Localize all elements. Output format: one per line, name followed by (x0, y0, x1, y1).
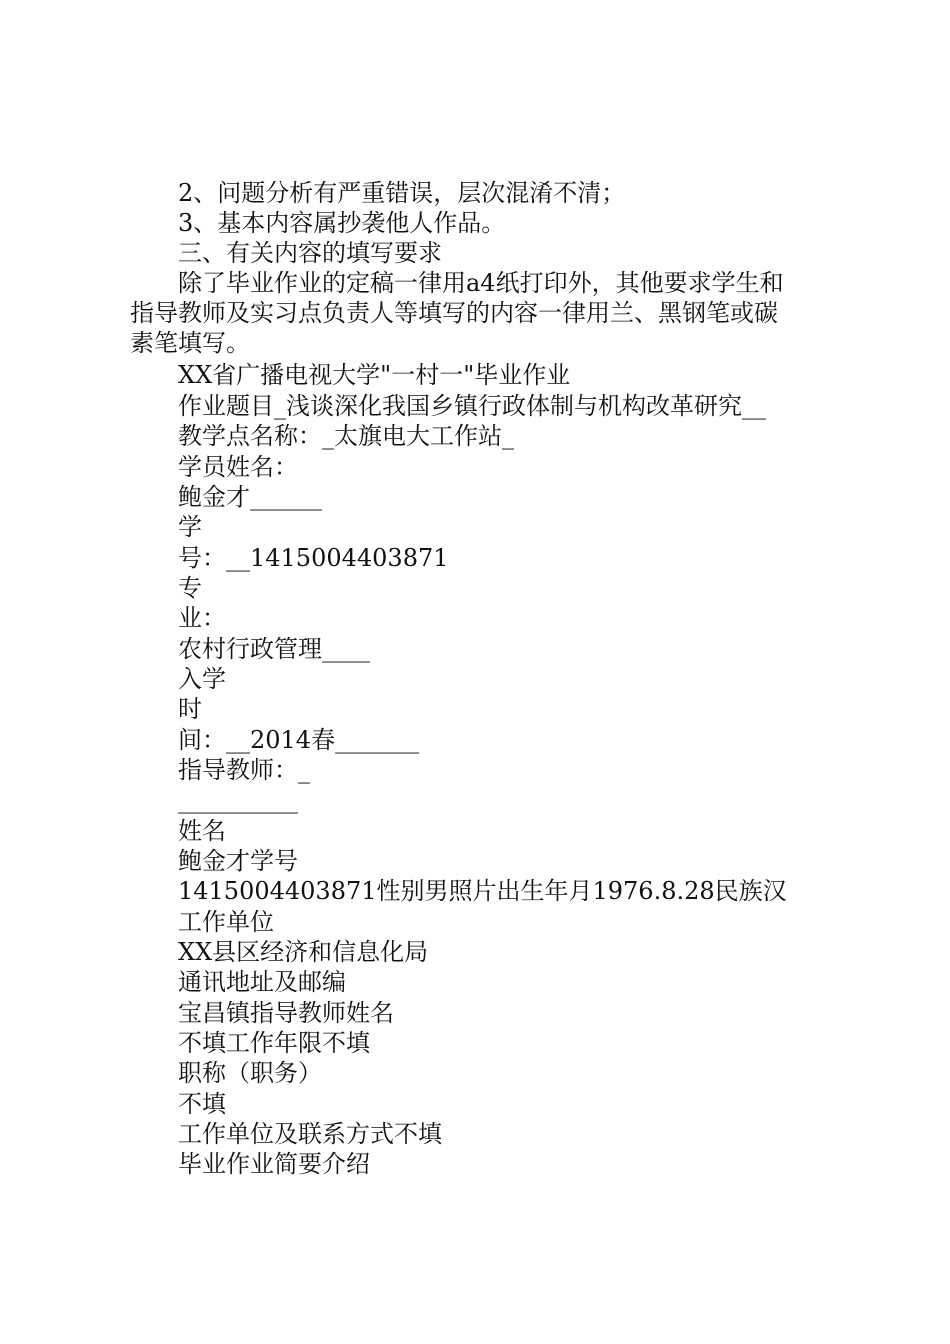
text-line: 毕业作业简要介绍 (178, 1150, 370, 1178)
section-heading: 三、有关内容的填写要求 (178, 239, 442, 267)
text-line: 工作单位及联系方式不填 (178, 1120, 442, 1148)
text-line: 不填 (178, 1090, 226, 1118)
text-line: 专 (178, 574, 202, 602)
text-line: 农村行政管理____ (178, 635, 370, 663)
text-line: 职称（职务） (178, 1059, 322, 1087)
text-line: 学员姓名： (178, 453, 298, 481)
text-line: XX县区经济和信息化局 (178, 938, 429, 966)
text-line: 入学 (178, 665, 226, 693)
text-line: 工作单位 (178, 908, 274, 936)
text-line: 素笔填写。 (130, 329, 250, 357)
text-line: 号：__1415004403871 (178, 544, 449, 572)
text-line: 姓名 (178, 817, 226, 845)
text-line: 作业题目_浅谈深化我国乡镇行政体制与机构改革研究__ (178, 392, 766, 420)
text-line: 1415004403871性别男照片出生年月1976.8.28民族汉 (178, 877, 787, 905)
text-line: 学 (178, 513, 202, 541)
text-line: 指导教师及实习点负责人等填写的内容一律用兰、黑钢笔或碳 (130, 299, 778, 327)
form-title: XX省广播电视大学"一村一"毕业作业 (178, 361, 571, 389)
text-line: 鲍金才学号 (178, 847, 298, 875)
text-line: 指导教师：_ (178, 756, 310, 784)
text-line: 2、问题分析有严重错误，层次混淆不清； (178, 179, 626, 207)
text-line: 通讯地址及邮编 (178, 968, 346, 996)
text-line: 鲍金才______ (178, 483, 322, 511)
text-line: 时 (178, 695, 202, 723)
text-line: 不填工作年限不填 (178, 1029, 370, 1057)
text-line: 间：__2014春_______ (178, 726, 420, 754)
text-line: 业： (178, 604, 226, 632)
text-line: 宝昌镇指导教师姓名 (178, 999, 394, 1027)
text-line: 3、基本内容属抄袭他人作品。 (178, 209, 506, 237)
text-line: 除了毕业作业的定稿一律用a4纸打印外，其他要求学生和 (178, 269, 784, 297)
text-line: 教学点名称：_太旗电大工作站_ (178, 422, 514, 450)
text-line: __________ (178, 786, 298, 814)
